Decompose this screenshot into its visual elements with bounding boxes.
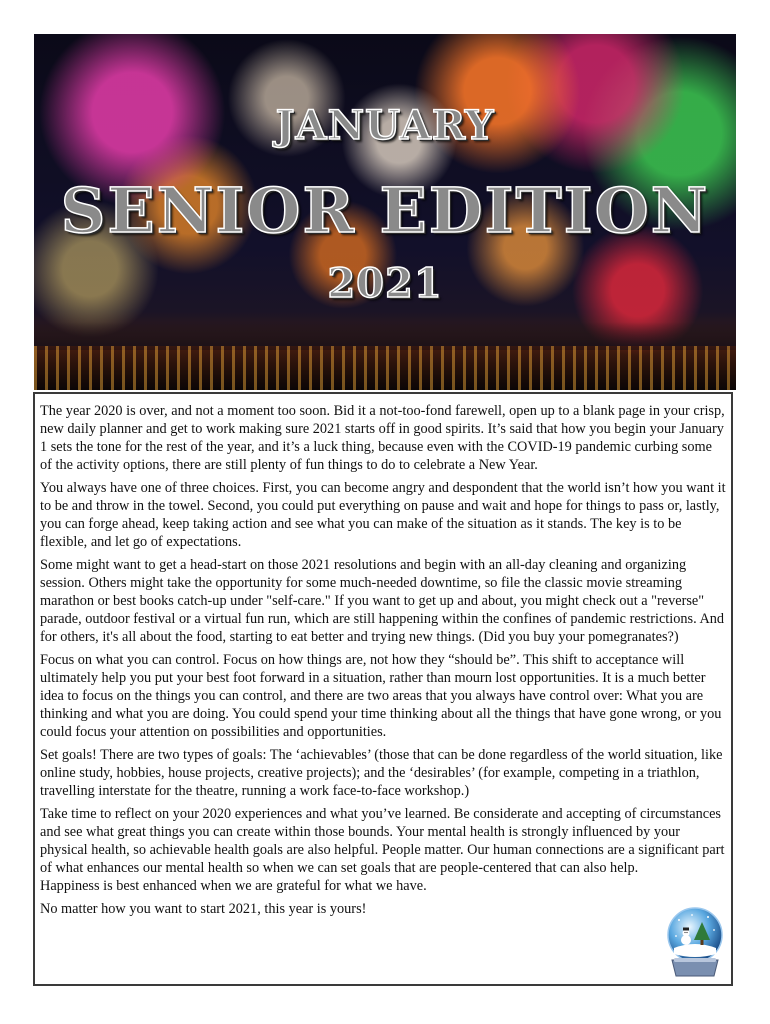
article-paragraph-choices: You always have one of three choices. First, you can become angry and despondent that the world isn’t how you want it to be and throw in the towel. Second, you could put everything on pause and wait and hope for things to pass or, lastly, you can forge ahead, keep taking action and see what you can make of the situation as it stands. The key is to be flexible, and let go of expectations. [40, 480, 726, 550]
article-paragraph-closing: No matter how you want to start 2021, this year is yours! [40, 901, 367, 917]
article-paragraph-happiness: Happiness is best enhanced when we are grateful for what we have. [40, 878, 427, 894]
newsletter-title: SENIOR EDITION [60, 174, 710, 247]
newsletter-month: JANUARY [275, 102, 495, 149]
article-paragraph-reflect: Take time to reflect on your 2020 experiences and what you’ve learned. Be considerate and accepting of circumstances and see what great things you can create within those bounds. Your mental health is strongly influenced by your physical health, so achievable health goals are also helpful. People matter. Our human connections are a significant part of what enhances our mental health so when we can set goals that are people-centered that can also help. [40, 806, 725, 876]
article-paragraph-activities: Some might want to get a head-start on those 2021 resolutions and begin with an all-day cleaning and organizing session. Others might take the opportunity for some much-needed downtime, so file the classic movie streaming marathon or best books catch-up under "self-care." If you want to get up and about, you might check out a "reverse" parade, outdoor festival or a virtual fun run, which are still happening within the confines of pandemic restrictions. And for others, it's all about the food, starting to eat better and trying new things. (Did you buy your pomegranates?) [40, 557, 725, 645]
fireworks-header-image [34, 34, 736, 390]
article-paragraph-intro: The year 2020 is over, and not a moment too soon. Bid it a not-too-fond farewell, open up to a blank page in your crisp, new daily planner and get to work making sure 2021 starts off in good spirits. It’s said that how you begin your January 1 sets the tone for the rest of the year, and it’s a luck thing, because even with the COVID-19 pandemic curbing some of the activity options, there are still plenty of fun things to do to celebrate a New Year. [40, 403, 725, 473]
article-paragraph-control: Focus on what you can control. Focus on how things are, not how they “should be”. This shift to acceptance will ultimately help you put your best foot forward in a situation, rather than mourn lost opportunities. It is a much better idea to focus on the things you can control, and there are two areas that you always have control over: What you are thinking and what you are doing. You could spend your time thinking about all the things that have gone wrong, or you could focus your attention on possibilities and opportunities. [40, 652, 722, 740]
snow-globe-icon [664, 906, 726, 980]
newsletter-year: 2021 [327, 260, 443, 307]
water-reflection [34, 346, 736, 390]
article-paragraph-goals: Set goals! There are two types of goals: The ‘achievables’ (those that can be done regardless of the world situation, like online study, hobbies, house projects, creative projects); and the ‘desirables’ (for example, competing in a triathlon, travelling interstate for the theatre, running a work face-to-face workshop.) [40, 747, 723, 799]
article-body [33, 392, 733, 986]
